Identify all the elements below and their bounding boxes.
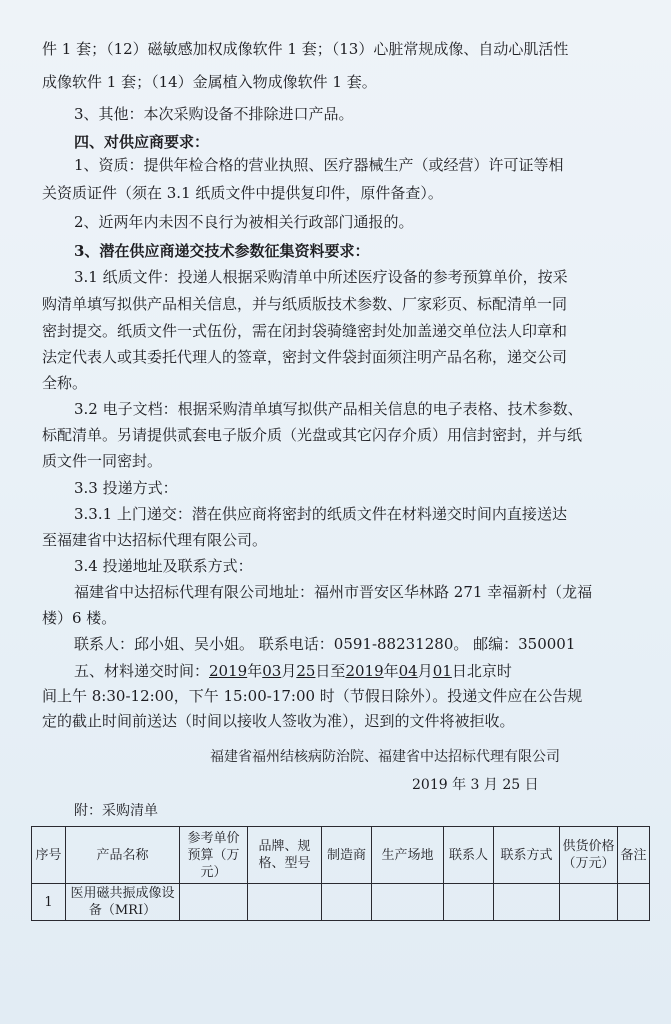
text-line: 2、近两年内未因不良行为被相关行政部门通报的。 [74, 213, 414, 231]
table-cell [560, 884, 618, 921]
header-cell: 参考单价预算（万元） [180, 827, 248, 884]
text-line: 购清单填写拟供产品相关信息，并与纸质版技术参数、厂家彩页、标配清单一同 [42, 295, 568, 313]
header-cell: 品牌、规格、型号 [248, 827, 322, 884]
contact-line: 联系人：邱小姐、吴小姐。 联系电话：0591-88231280。 邮编：350001 [74, 635, 576, 653]
section-heading: 3、潜在供应商递交技术参数征集资料要求： [74, 242, 370, 260]
text-line: 质文件一同密封。 [42, 452, 163, 470]
table-row [32, 884, 650, 921]
deadline-prefix: 五、材料递交时间： [74, 662, 210, 680]
deadline-line [74, 660, 512, 682]
table-cell [322, 884, 372, 921]
signature-date: 2019 年 3 月 25 日 [412, 777, 539, 793]
table-cell [372, 884, 444, 921]
text-line: 全称。 [42, 374, 88, 392]
table-cell: 1 [32, 884, 66, 921]
header-cell: 序号 [32, 827, 66, 884]
year-unit: 年 [383, 662, 399, 680]
table-cell [618, 884, 650, 921]
end-month: 04 [398, 662, 418, 680]
procurement-table [31, 826, 650, 921]
text-line: 3.1 纸质文件：投递人根据采购清单中所述医疗设备的参考预算单价，按采 [74, 268, 568, 286]
header-cell: 产品名称 [66, 827, 180, 884]
text-line: 间上午 8:30-12:00，下午 15:00-17:00 时（节假日除外）。投递文件应在公告规 [42, 687, 583, 705]
year-unit: 年 [247, 662, 263, 680]
day-to: 日至 [315, 662, 346, 680]
table-cell [180, 884, 248, 921]
header-cell: 联系方式 [494, 827, 560, 884]
text-line: 关资质证件（须在 3.1 纸质文件中提供复印件，原件备查）。 [42, 184, 443, 202]
table-header-row [32, 827, 650, 884]
header-cell: 供货价格（万元） [560, 827, 618, 884]
month-unit: 月 [417, 662, 433, 680]
header-cell: 备注 [618, 827, 650, 884]
start-day: 25 [296, 662, 316, 680]
section-heading: 四、对供应商要求： [74, 133, 210, 151]
table-cell [248, 884, 322, 921]
header-cell: 生产场地 [372, 827, 444, 884]
table-cell [444, 884, 494, 921]
attachment-label: 附：采购清单 [74, 803, 158, 819]
end-day: 01 [432, 662, 452, 680]
text-line: 密封提交。纸质文件一式伍份，需在闭封袋骑缝密封处加盖递交单位法人印章和 [42, 322, 568, 340]
text-line: 成像软件 1 套；（14）金属植入物成像软件 1 套。 [42, 73, 377, 91]
table-cell: 医用磁共振成像设备（MRI） [66, 884, 180, 921]
day-beijing: 日北京时 [451, 662, 512, 680]
text-line: 楼）6 楼。 [42, 609, 117, 627]
text-line: 定的截止时间前送达（时间以接收人签收为准），迟到的文件将被拒收。 [42, 712, 515, 730]
text-line: 件 1 套；（12）磁敏感加权成像软件 1 套；（13）心脏常规成像、自动心肌活性 [42, 40, 569, 58]
start-month: 03 [262, 662, 282, 680]
table-cell [494, 884, 560, 921]
text-line: 3.3 投递方式： [74, 479, 178, 497]
text-line: 标配清单。另请提供贰套电子版介质（光盘或其它闪存介质）用信封密封，并与纸 [42, 426, 583, 444]
text-line: 1、资质：提供年检合格的营业执照、医疗器械生产（或经营）许可证等相 [74, 156, 564, 174]
month-unit: 月 [281, 662, 297, 680]
header-cell: 联系人 [444, 827, 494, 884]
text-line: 3、其他：本次采购设备不排除进口产品。 [74, 105, 354, 123]
text-line: 3.4 投递地址及联系方式： [74, 557, 253, 575]
start-year: 2019 [209, 662, 248, 680]
text-line: 3.2 电子文档：根据采购清单填写拟供产品相关信息的电子表格、技术参数、 [74, 400, 583, 418]
header-cell: 制造商 [322, 827, 372, 884]
text-line: 3.3.1 上门递交：潜在供应商将密封的纸质文件在材料递交时间内直接送达 [74, 505, 567, 523]
text-line: 福建省中达招标代理有限公司地址：福州市晋安区华林路 271 幸福新村（龙福 [74, 583, 593, 601]
end-year: 2019 [345, 662, 384, 680]
text-line: 法定代表人或其委托代理人的签章，密封文件袋封面须注明产品名称，递交公司 [42, 348, 568, 366]
text-line: 至福建省中达招标代理有限公司。 [42, 531, 268, 549]
signature-org: 福建省福州结核病防治院、福建省中达招标代理有限公司 [210, 749, 560, 765]
